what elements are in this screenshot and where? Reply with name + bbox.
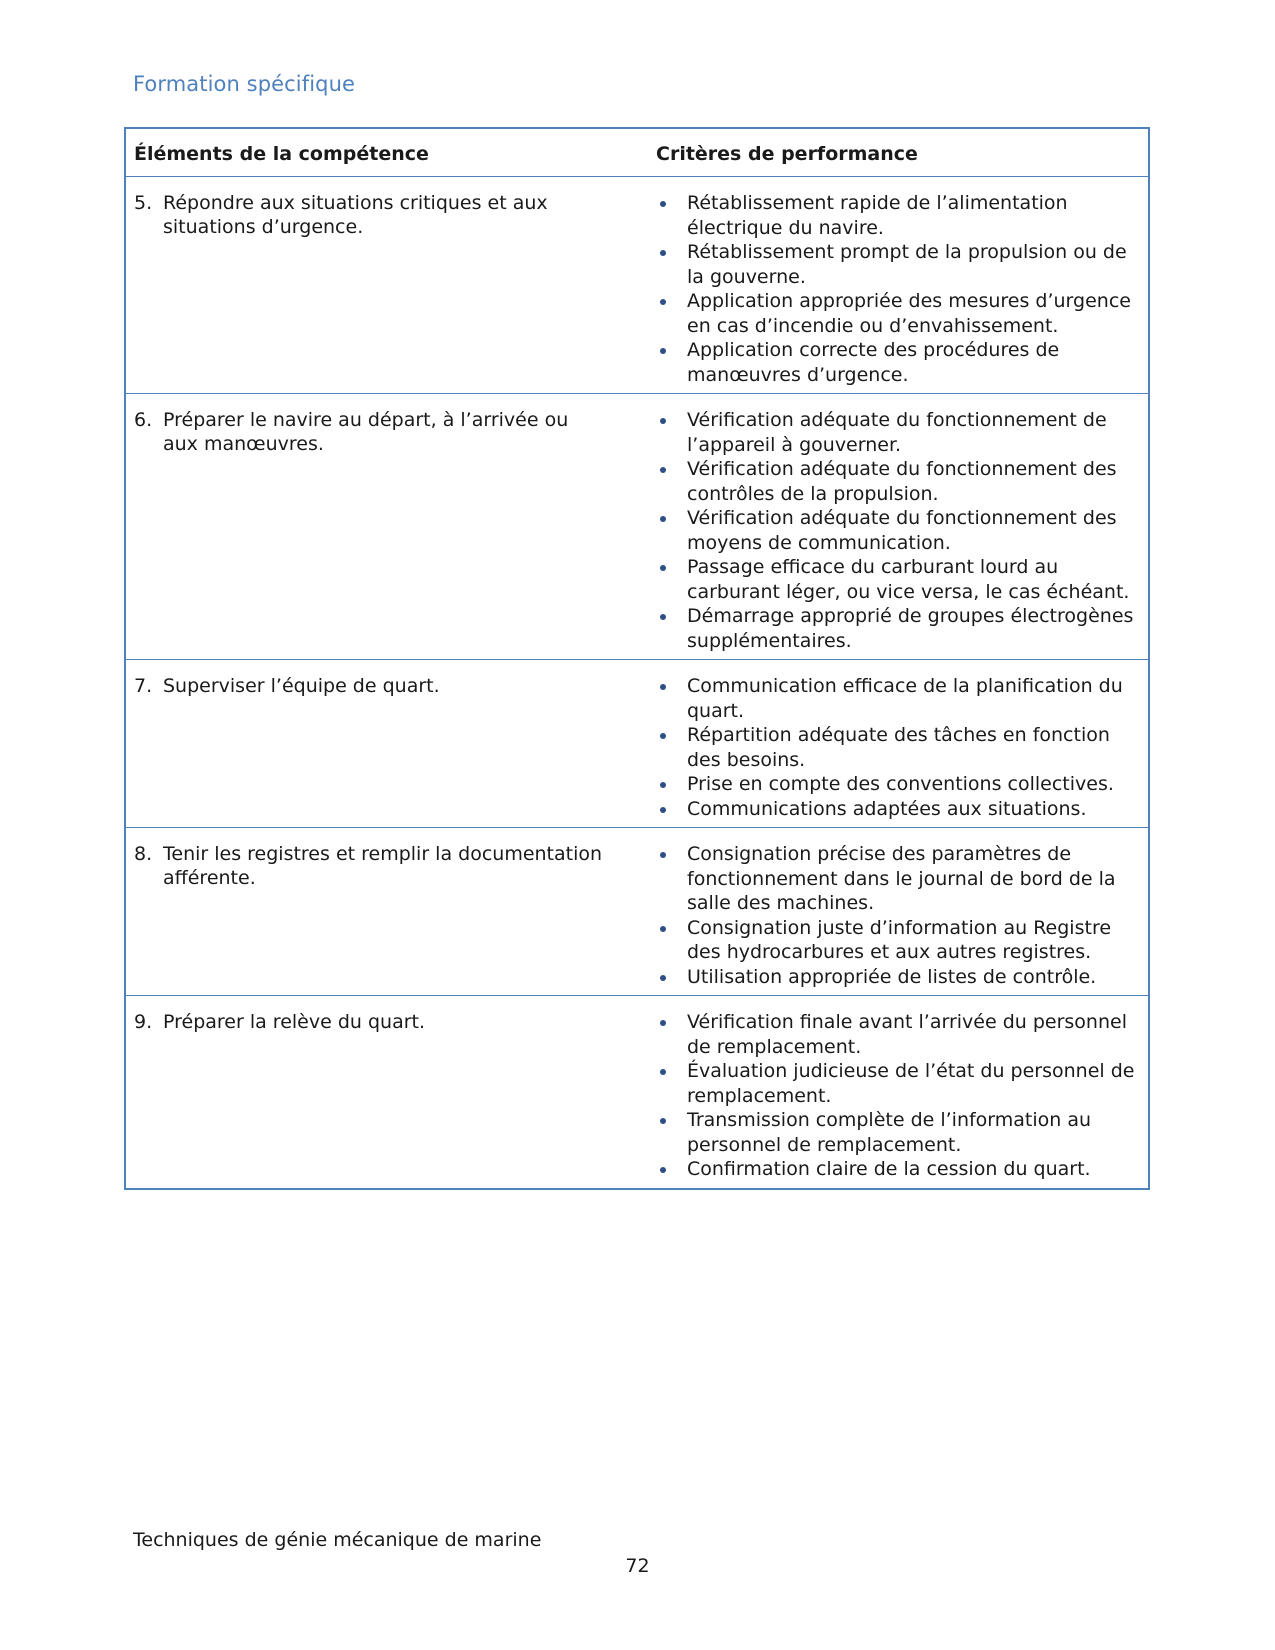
element-text: Superviser l’équipe de quart. bbox=[163, 675, 440, 697]
bullet-icon bbox=[656, 240, 687, 289]
page-number: 72 bbox=[625, 1555, 650, 1577]
criterion-text: Vérification finale avant l’arrivée du personnel de remplacement. bbox=[687, 1011, 1127, 1058]
bullet-icon bbox=[656, 965, 687, 990]
competence-element bbox=[134, 828, 644, 890]
list-item bbox=[656, 1059, 1138, 1108]
bullet-icon bbox=[656, 338, 687, 387]
element-cell bbox=[125, 996, 644, 1189]
column-header-elements: Éléments de la compétence bbox=[125, 128, 644, 177]
element-text: Préparer la relève du quart. bbox=[163, 1011, 426, 1033]
bullet-icon bbox=[656, 1059, 687, 1108]
list-item bbox=[656, 797, 1138, 822]
criterion-text: Communication efficace de la planification du quart. bbox=[687, 675, 1123, 722]
element-cell bbox=[125, 394, 644, 660]
bullet-icon bbox=[656, 674, 687, 723]
list-item bbox=[656, 604, 1138, 653]
table-body bbox=[125, 177, 1149, 1189]
bullet-icon bbox=[656, 772, 687, 797]
list-item bbox=[656, 916, 1138, 965]
element-text: Répondre aux situations critiques et aux situations d’urgence. bbox=[163, 192, 548, 238]
bullet-icon bbox=[656, 723, 687, 772]
competence-element bbox=[134, 394, 644, 456]
element-cell bbox=[125, 828, 644, 996]
criterion-text: Rétablissement prompt de la propulsion ou de la gouverne. bbox=[687, 241, 1127, 288]
table-row bbox=[125, 828, 1149, 996]
criterion-text: Consignation juste d’information au Registre des hydrocarbures et aux autres registres. bbox=[687, 916, 1112, 963]
criteria-list bbox=[656, 177, 1148, 393]
criterion-text: Vérification adéquate du fonctionnement des contrôles de la propulsion. bbox=[687, 458, 1117, 505]
bullet-icon bbox=[656, 1157, 687, 1182]
criterion-text: Transmission complète de l’information au personnel de remplacement. bbox=[687, 1109, 1092, 1156]
element-number: 8. bbox=[134, 843, 153, 865]
list-item bbox=[656, 674, 1138, 723]
bullet-icon bbox=[656, 842, 687, 916]
list-item bbox=[656, 457, 1138, 506]
bullet-icon bbox=[656, 506, 687, 555]
list-item bbox=[656, 506, 1138, 555]
table-row bbox=[125, 177, 1149, 394]
element-number: 6. bbox=[134, 409, 153, 431]
criterion-text: Rétablissement rapide de l’alimentation électrique du navire. bbox=[687, 192, 1068, 239]
criteria-cell bbox=[644, 828, 1149, 996]
criterion-text: Passage efficace du carburant lourd au carburant léger, ou vice versa, le cas échéant. bbox=[687, 556, 1130, 603]
bullet-icon bbox=[656, 289, 687, 338]
criterion-text: Application appropriée des mesures d’urgence en cas d’incendie ou d’envahissement. bbox=[687, 290, 1131, 337]
list-item bbox=[656, 1010, 1138, 1059]
criterion-text: Prise en compte des conventions collectives. bbox=[687, 773, 1114, 795]
element-text: Tenir les registres et remplir la documentation afférente. bbox=[163, 843, 603, 889]
criterion-text: Démarrage approprié de groupes électrogènes supplémentaires. bbox=[687, 605, 1134, 652]
competence-element bbox=[134, 996, 644, 1034]
criterion-text: Vérification adéquate du fonctionnement de l’appareil à gouverner. bbox=[687, 409, 1107, 456]
element-number: 7. bbox=[134, 675, 153, 697]
element-cell bbox=[125, 660, 644, 828]
competence-element bbox=[134, 660, 644, 698]
criterion-text: Vérification adéquate du fonctionnement des moyens de communication. bbox=[687, 507, 1117, 554]
list-item bbox=[656, 289, 1138, 338]
bullet-icon bbox=[656, 797, 687, 822]
table-row bbox=[125, 394, 1149, 660]
element-cell bbox=[125, 177, 644, 394]
criterion-text: Communications adaptées aux situations. bbox=[687, 797, 1087, 820]
criteria-list bbox=[656, 828, 1148, 995]
element-number: 9. bbox=[134, 1011, 153, 1033]
criteria-cell bbox=[644, 394, 1149, 660]
bullet-icon bbox=[656, 457, 687, 506]
footer-program-title: Techniques de génie mécanique de marine bbox=[133, 1529, 542, 1551]
list-item bbox=[656, 772, 1138, 797]
element-text: Préparer le navire au départ, à l’arrivée ou aux manœuvres. bbox=[163, 409, 569, 455]
list-item bbox=[656, 240, 1138, 289]
table-header-row bbox=[125, 128, 1149, 177]
criteria-cell bbox=[644, 660, 1149, 828]
bullet-icon bbox=[656, 191, 687, 240]
criterion-text: Confirmation claire de la cession du quart. bbox=[687, 1158, 1091, 1180]
bullet-icon bbox=[656, 604, 687, 653]
bullet-icon bbox=[656, 1010, 687, 1059]
list-item bbox=[656, 1108, 1138, 1157]
criterion-text: Répartition adéquate des tâches en fonction des besoins. bbox=[687, 724, 1110, 771]
criteria-list bbox=[656, 660, 1148, 827]
criterion-text: Utilisation appropriée de listes de contrôle. bbox=[687, 965, 1097, 988]
list-item bbox=[656, 338, 1138, 387]
bullet-icon bbox=[656, 555, 687, 604]
competence-table bbox=[124, 127, 1150, 1190]
list-item bbox=[656, 842, 1138, 916]
list-item bbox=[656, 191, 1138, 240]
bullet-icon bbox=[656, 916, 687, 965]
criterion-text: Application correcte des procédures de manœuvres d’urgence. bbox=[687, 339, 1060, 386]
bullet-icon bbox=[656, 1108, 687, 1157]
table-row bbox=[125, 996, 1149, 1189]
criterion-text: Évaluation judicieuse de l’état du personnel de remplacement. bbox=[687, 1060, 1135, 1107]
page-header-title: Formation spécifique bbox=[133, 72, 356, 96]
criteria-cell bbox=[644, 177, 1149, 394]
list-item bbox=[656, 723, 1138, 772]
list-item bbox=[656, 555, 1138, 604]
competence-element bbox=[134, 177, 644, 239]
column-header-criteria: Critères de performance bbox=[644, 128, 1149, 177]
list-item bbox=[656, 965, 1138, 990]
list-item bbox=[656, 1157, 1138, 1182]
criteria-list bbox=[656, 996, 1148, 1188]
element-number: 5. bbox=[134, 192, 153, 214]
bullet-icon bbox=[656, 408, 687, 457]
criterion-text: Consignation précise des paramètres de fonctionnement dans le journal de bord de la salle des machines. bbox=[687, 843, 1116, 914]
criteria-cell bbox=[644, 996, 1149, 1189]
table-row bbox=[125, 660, 1149, 828]
criteria-list bbox=[656, 394, 1148, 659]
list-item bbox=[656, 408, 1138, 457]
